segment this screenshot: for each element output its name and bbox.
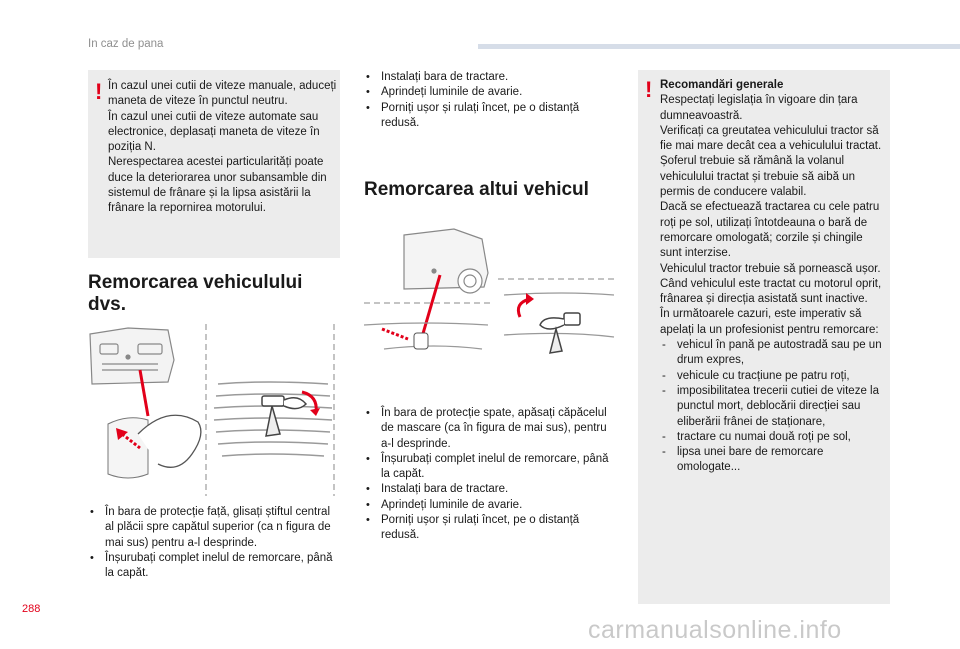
recommendation-line: Vehiculul tractor trebuie să pornească ușor. [660,262,881,275]
list-item: • Înșurubați complet inelul de remorcare, până la capăt. [88,551,338,582]
car-front-inset [90,328,174,384]
van-rear [404,229,488,293]
watermark: carmanualsonline.info [588,616,842,644]
list-item: • Aprindeți luminile de avarie. [364,498,612,513]
list-item: • Porniți ușor și rulați încet, pe o distanță redusă. [364,101,612,132]
middle-steps [364,406,612,544]
list-item: • Instalați bara de tractare. [364,70,612,85]
warning-icon: ! [645,77,653,102]
recommendation-line: În următoarele cazuri, este imperativ să apelați la un profesionist pentru remorcare: [660,308,879,336]
rear-tow-illustration [364,225,616,385]
list-item: - lipsa unei bare de remorcare omologate... [660,445,884,476]
recommendations-title: Recomandări generale [660,79,784,91]
recommendation-line: Respectați legislația în vigoare din țara dumneavoastră. [660,94,858,122]
recommendation-line: Când vehiculul este tractat cu motorul oprit, frânarea și direcția asistată sunt inactive. [660,277,882,306]
list-item: • Porniți ușor și rulați încet, pe o distanță redusă. [364,513,612,544]
warning-line: În cazul unei cutii de viteze automate sau electronice, deplasați maneta de viteze în poziția N. [108,110,320,154]
left-warning-text [108,79,338,217]
page-number: 288 [22,603,41,615]
recommendation-line: Verificați ca greutatea vehiculului tractor să fie mai mare decât cea a vehiculului tractat. [660,124,882,153]
list-item: • Instalați bara de tractare. [364,482,612,497]
cover-cap [414,333,428,349]
list-item: • Înșurubați complet inelul de remorcare, până la capăt. [364,452,612,483]
list-item: - tractare cu numai două roți pe sol, [660,430,884,445]
middle-top-steps [364,70,612,131]
recommendation-line: Șoferul trebuie să rămână la volanul vehiculului tractat și trebuie să aibă un permis de conducere valabil. [660,155,855,199]
list-item: • În bara de protecție spate, apăsați căpăcelul de mascare (ca în figura de mai sus), pentru a-l desprinde. [364,406,612,452]
right-warning-text [660,78,884,476]
warning-line: Nerespectarea acestei particularități poate duce la deteriorarea unor subansamble din sistemul de frânare și la lipsa asistării la frânare la repornirea motorului. [108,156,327,215]
list-item: • Aprindeți luminile de avarie. [364,85,612,100]
list-item: - vehicul în pană pe autostradă sau pe un drum expres, [660,338,884,369]
front-tow-illustration [88,324,340,496]
recommendation-line: Dacă se efectuează tractarea cu cele patru roți pe sol, utilizați întotdeauna o bară de remorcare omologată; corzile și chingile sunt interzise. [660,201,880,260]
warning-icon: ! [95,79,103,104]
section-title: In caz de pana [88,38,164,50]
list-item: • În bara de protecție față, glisați știftul central al plăcii spre capătul superior (ca n figura de mai sus) pentru a-l desprinde. [88,505,338,551]
cover-plate [108,418,148,478]
left-steps [88,505,338,581]
list-item: - imposibilitatea trecerii cutiei de viteze la punctul mort, deblocării direcției sau eliberării frânei de staționare, [660,384,884,430]
warning-line: În cazul unei cutii de viteze manuale, aduceți maneta de viteze în punctul neutru. [108,80,337,108]
header-bar [478,44,960,49]
heading-tow-own-vehicle: Remorcarea vehiculului dvs. [88,272,303,315]
heading-tow-other-vehicle: Remorcarea altui vehicul [364,179,589,200]
list-item: - vehicule cu tracțiune pe patru roți, [660,369,884,384]
